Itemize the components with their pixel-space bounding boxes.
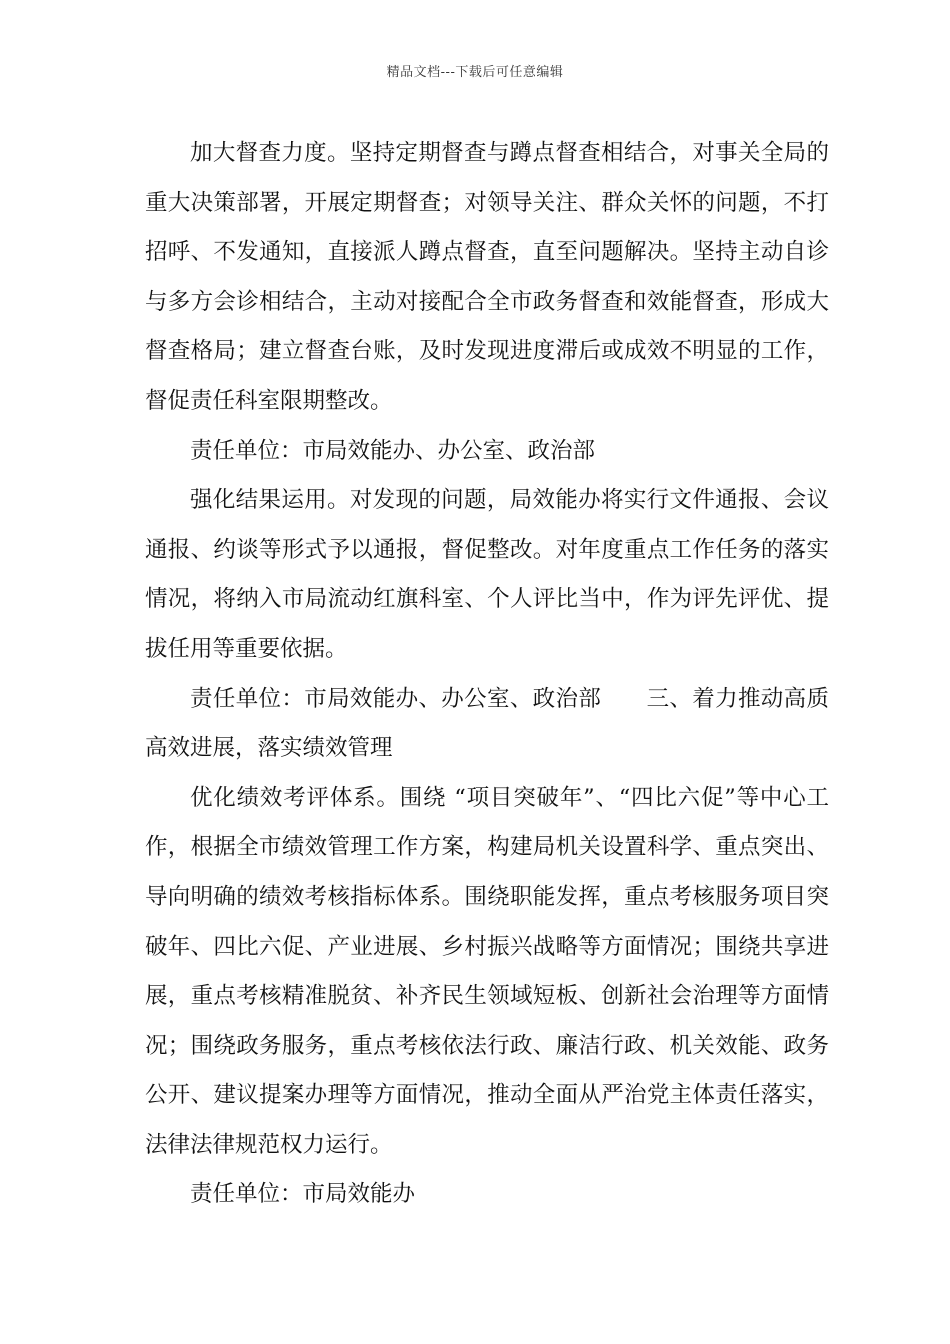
document-body (145, 129, 829, 1220)
page-header: 精品文档---下载后可任意编辑 (386, 65, 564, 80)
responsible-unit-2: 责任单位：市局效能办、办公室、政治部 (190, 685, 602, 712)
paragraph-results-use: 强化结果运用。对发现的问题，局效能办将实行文件通报、会议通报、约谈等形式予以通报，督促整改。对年度重点工作任务的落实情况，将纳入市局流动红旗科室、个人评比当中，作为评先评优、提拔任用等重要依据。 (145, 487, 829, 662)
paragraph-responsible-unit-1: 责任单位：市局效能办、办公室、政治部 (190, 437, 596, 464)
paragraph-supervision: 加大督查力度。坚持定期督查与蹲点督查相结合，对事关全局的重大决策部署，开展定期督查；对领导关注、群众关怀的问题，不打招呼、不发通知，直接派人蹲点督查，直至问题解决。坚持主动自诊与多方会诊相结合，主动对接配合全市政务督查和效能督查，形成大督查格局；建立督查台账，及时发现进度滞后或成效不明显的工作，督促责任科室限期整改。 (145, 140, 829, 414)
paragraph-responsible-unit-2-with-heading (145, 675, 829, 774)
paragraph-performance-system: 优化绩效考评体系。围绕 “项目突破年”、“四比六促”等中心工作，根据全市绩效管理工作方案，构建局机关设置科学、重点突出、导向明确的绩效考核指标体系。围绕职能发挥，重点考核服务项目突破年、四比六促、产业进展、乡村振兴战略等方面情况；围绕共享进展，重点考核精准脱贫、补齐民生领域短板、创新社会治理等方面情况；围绕政务服务，重点考核依法行政、廉洁行政、机关效能、政务公开、建议提案办理等方面情况，推动全面从严治党主体责任落实，法律法律规范权力运行。 (145, 784, 829, 1158)
section-heading-three: 三、着力推动高质高效进展，落实绩效管理 (145, 685, 829, 762)
paragraph-responsible-unit-3: 责任单位：市局效能办 (190, 1181, 416, 1208)
